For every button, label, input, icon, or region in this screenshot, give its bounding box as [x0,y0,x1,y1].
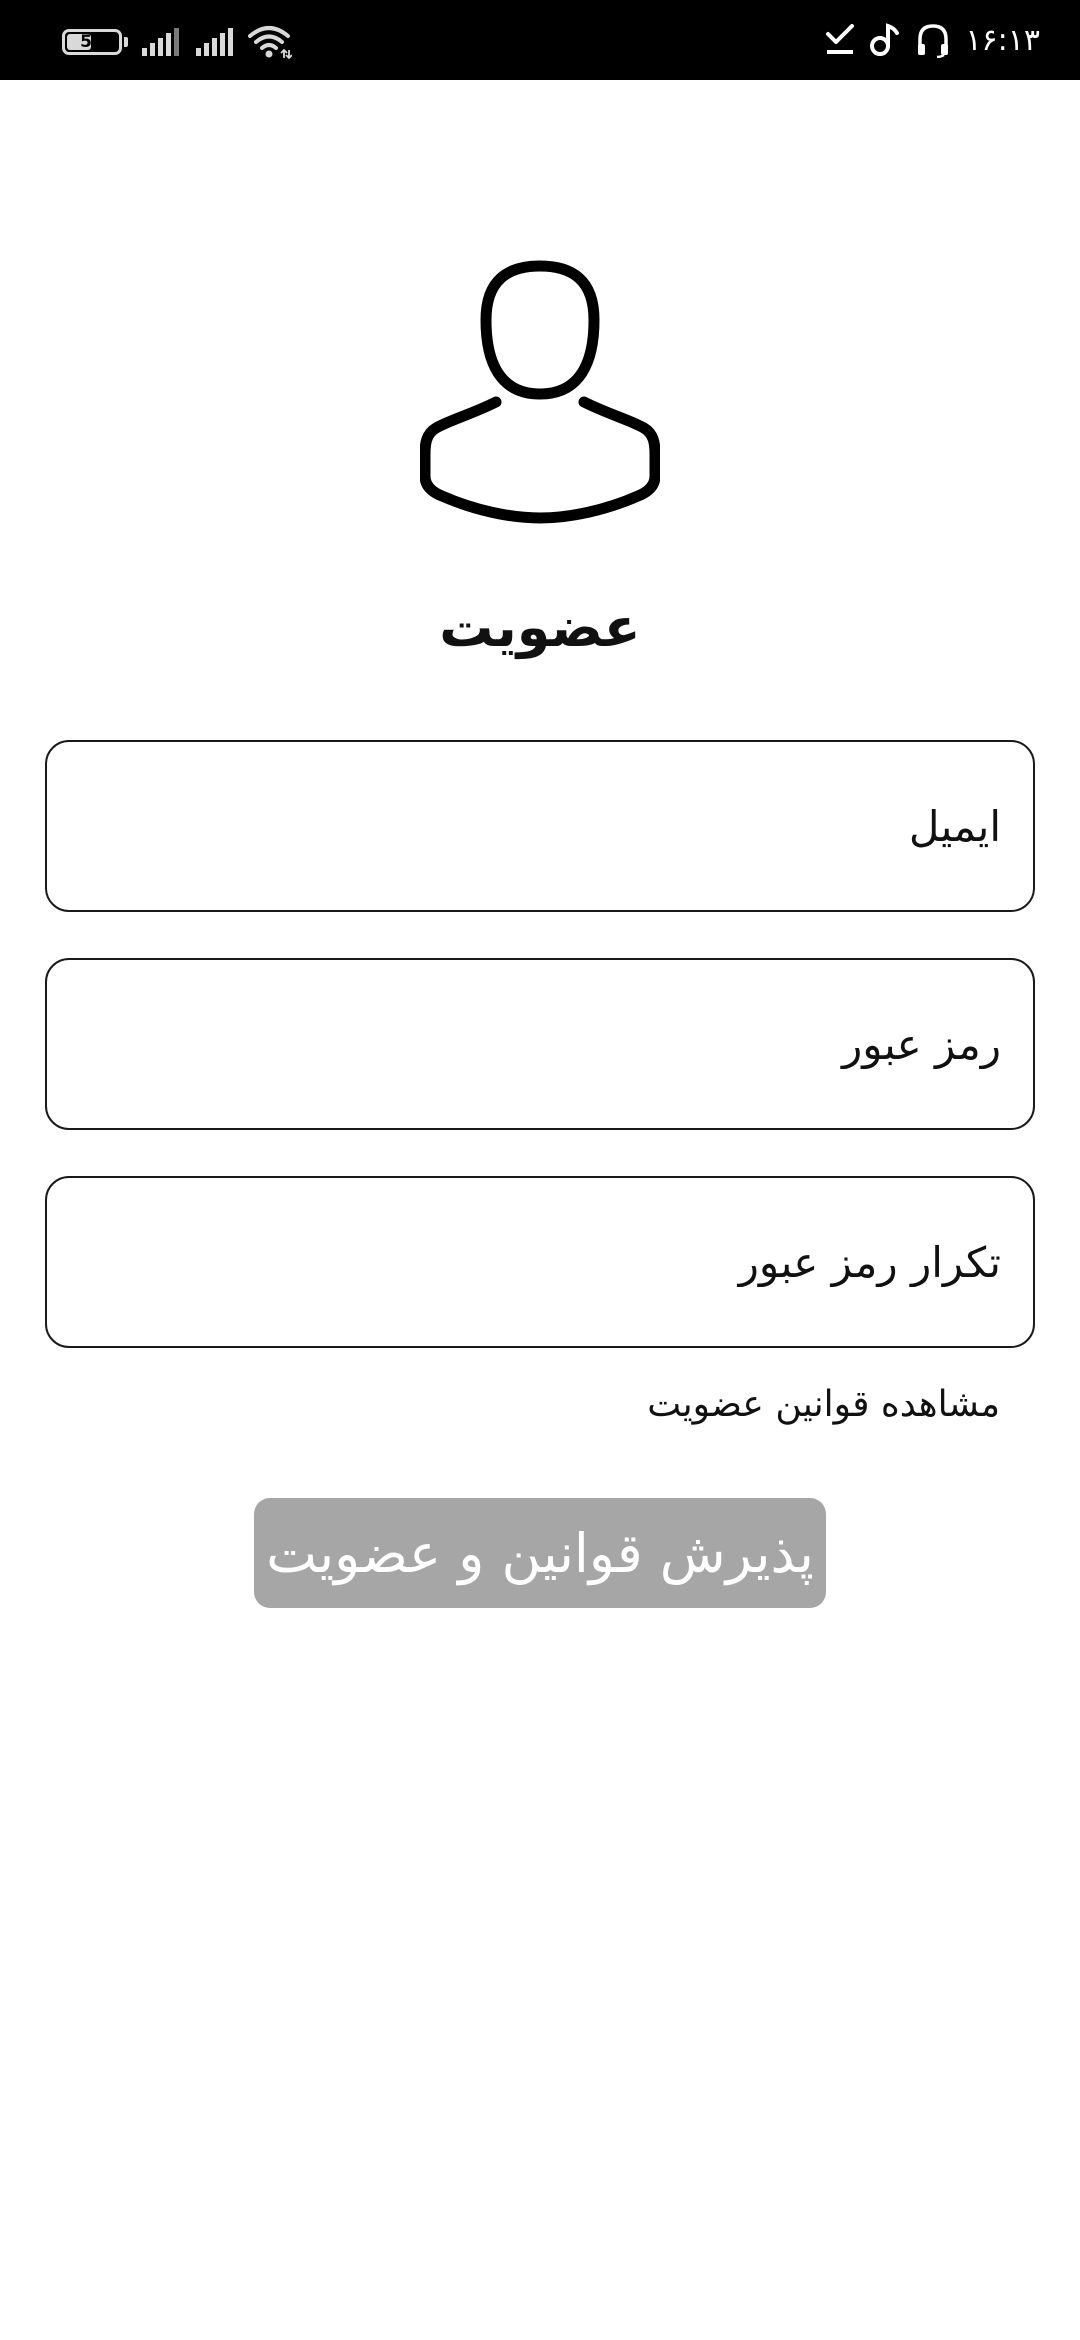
battery-icon [62,29,122,55]
page-title: عضویت [439,596,641,659]
email-field[interactable] [45,740,1035,912]
status-bar [0,0,1080,80]
password-confirm-field[interactable] [45,1176,1035,1348]
battery-tip [124,37,128,47]
signal-icon [142,28,182,56]
battery-level-text: 51 [80,32,104,52]
email-input[interactable] [71,742,1003,910]
accept-and-signup-button[interactable]: پذیرش قوانین و عضویت [254,1498,826,1608]
music-note-icon [869,23,901,57]
wifi-icon [248,24,292,60]
status-bar-right [825,20,1040,60]
signal-icon [196,28,236,56]
headphones-icon [915,22,951,58]
status-bar-left [62,22,292,62]
password-confirm-input[interactable] [71,1178,1003,1346]
password-field[interactable] [45,958,1035,1130]
user-outline-icon [420,258,660,532]
status-time: ۱۶:۱۳ [965,22,1040,58]
password-input[interactable] [71,960,1003,1128]
terms-link[interactable]: مشاهده قوانین عضویت [647,1384,1000,1425]
download-done-icon [825,24,855,56]
